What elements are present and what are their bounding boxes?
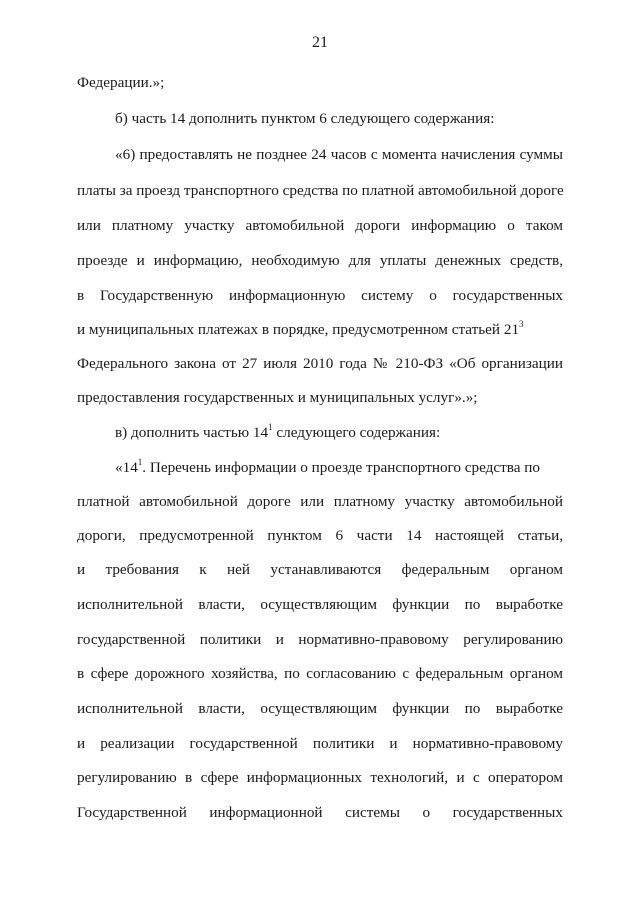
text-line: б) часть 14 дополнить пунктом 6 следующего содержания:	[115, 110, 495, 127]
text-line-main: и муниципальных платежах в порядке, предусмотренном статьей 21	[77, 321, 520, 338]
text-line: исполнительной власти, осуществляющим функции по выработке	[77, 596, 563, 613]
text-line-pre: «14	[115, 459, 138, 476]
page-number: 21	[312, 34, 328, 51]
text-line: в Государственную информационную систему о государственных	[77, 287, 563, 304]
text-line	[77, 320, 563, 340]
text-line-post: следующего содержания:	[272, 424, 441, 441]
text-line: регулированию в сфере информационных технологий, и с оператором	[77, 769, 563, 786]
text-line: или платному участку автомобильной дороги информацию о таком	[77, 217, 563, 234]
text-line: платной автомобильной дороге или платному участку автомобильной	[77, 493, 563, 510]
text-line	[115, 423, 563, 443]
text-line: «6) предоставлять не позднее 24 часов с момента начисления суммы	[115, 146, 563, 163]
text-line: Федерации.»;	[77, 74, 165, 91]
text-line: исполнительной власти, осуществляющим функции по выработке	[77, 700, 563, 717]
text-line: Государственной информационной системы о государственных	[77, 804, 563, 821]
superscript: 1	[137, 456, 143, 467]
text-line-pre: в) дополнить частью 14	[115, 424, 269, 441]
text-line: Федерального закона от 27 июля 2010 года № 210-ФЗ «Об организации	[77, 355, 563, 372]
text-line-post: . Перечень информации о проезде транспортного средства по	[142, 459, 541, 476]
superscript: 3	[519, 318, 524, 329]
text-line: проезде и информацию, необходимую для уплаты денежных средств,	[77, 252, 563, 269]
text-line: государственной политики и нормативно-правовому регулированию	[77, 631, 563, 648]
superscript: 1	[268, 421, 273, 432]
text-line: и реализации государственной политики и нормативно-правовому	[77, 735, 563, 752]
text-line: платы за проезд транспортного средства по платной автомобильной дороге	[77, 182, 564, 199]
text-line: в сфере дорожного хозяйства, по согласованию с федеральным органом	[77, 665, 563, 682]
text-line: дороги, предусмотренной пунктом 6 части 14 настоящей статьи,	[77, 527, 563, 544]
text-line	[115, 458, 563, 478]
text-line: и требования к ней устанавливаются федеральным органом	[77, 561, 563, 578]
text-line: предоставления государственных и муниципальных услуг».»;	[77, 389, 478, 406]
